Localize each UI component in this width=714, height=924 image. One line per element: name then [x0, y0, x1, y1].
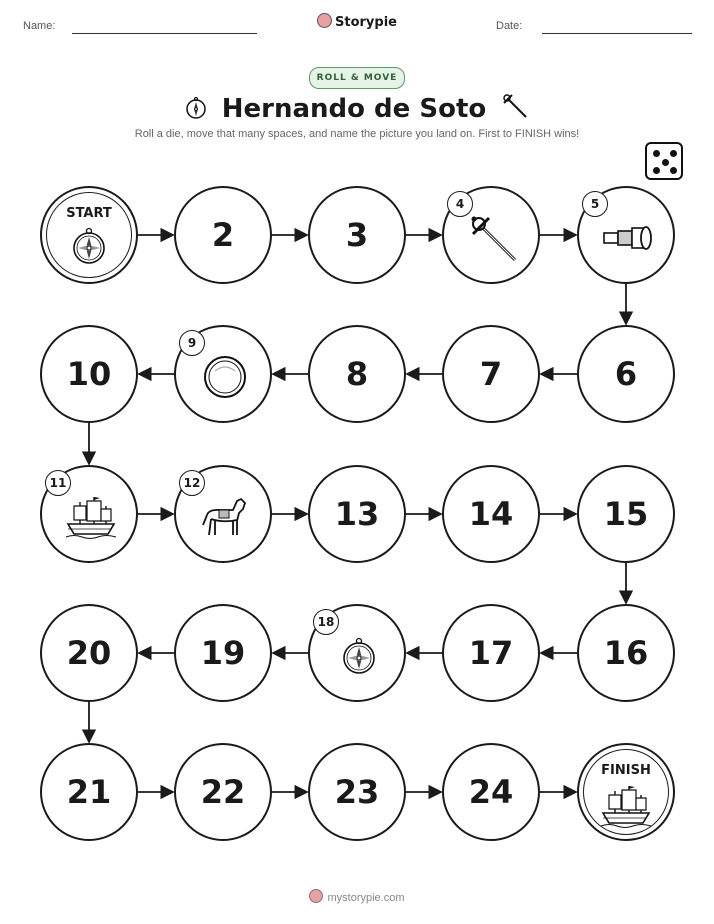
space-number: 3 [345, 216, 369, 254]
footer-url: mystorypie.com [327, 892, 405, 904]
title-text: Hernando de Soto [221, 94, 487, 124]
name-label: Name: [23, 20, 56, 32]
board-space-9 [174, 325, 272, 423]
space-number-badge: 11 [45, 470, 71, 496]
space-number: 6 [614, 355, 638, 393]
space-number-badge: 5 [582, 191, 608, 217]
ship-icon [64, 494, 118, 544]
space-number-badge: 9 [179, 330, 205, 356]
board-space-3 [308, 186, 406, 284]
space-number-badge: 4 [447, 191, 473, 217]
space-number: 22 [200, 773, 246, 811]
space-number: 2 [211, 216, 235, 254]
space-number: 8 [345, 355, 369, 393]
space-number: 15 [603, 495, 649, 533]
sword-icon [465, 210, 521, 270]
board-space-11 [40, 465, 138, 563]
board-space-22 [174, 743, 272, 841]
board-space-24 [442, 743, 540, 841]
space-number: 16 [603, 634, 649, 672]
space-number: 19 [200, 634, 246, 672]
start-label: START [66, 206, 112, 221]
footer [0, 889, 714, 904]
space-number-badge: 12 [179, 470, 205, 496]
space-number: 13 [334, 495, 380, 533]
space-number: 17 [468, 634, 514, 672]
board-space-2 [174, 186, 272, 284]
board-space-5 [577, 186, 675, 284]
board-space-8 [308, 325, 406, 423]
board-space-15 [577, 465, 675, 563]
horse-icon [199, 493, 251, 545]
finish-label: FINISH [601, 763, 651, 778]
instructions: Roll a die, move that many spaces, and name the picture you land on. First to FINISH wins! [134, 128, 580, 140]
board-space-6 [577, 325, 675, 423]
space-number: 24 [468, 773, 514, 811]
board-space-12 [174, 465, 272, 563]
brand-name: Storypie [335, 15, 397, 30]
finish-space [577, 743, 675, 841]
board-space-21 [40, 743, 138, 841]
space-number: 21 [66, 773, 112, 811]
date-label: Date: [496, 20, 523, 32]
roll-move-tag: ROLL & MOVE [309, 67, 405, 89]
board-space-13 [308, 465, 406, 563]
compass-icon [69, 226, 109, 270]
board-space-23 [308, 743, 406, 841]
ship-icon [599, 783, 653, 833]
space-number: 7 [479, 355, 503, 393]
board-space-14 [442, 465, 540, 563]
board-space-17 [442, 604, 540, 702]
space-number: 14 [468, 495, 514, 533]
board-space-18 [308, 604, 406, 702]
coin-icon [201, 353, 249, 405]
compass-icon [339, 636, 379, 680]
bear-icon [309, 889, 323, 903]
board-space-19 [174, 604, 272, 702]
board-space-16 [577, 604, 675, 702]
spyglass-icon [602, 223, 654, 257]
space-number: 10 [66, 355, 112, 393]
board-space-20 [40, 604, 138, 702]
space-number: 20 [66, 634, 112, 672]
board-space-4 [442, 186, 540, 284]
space-number: 23 [334, 773, 380, 811]
start-space [40, 186, 138, 284]
board-space-7 [442, 325, 540, 423]
board-space-10 [40, 325, 138, 423]
space-number-badge: 18 [313, 609, 339, 635]
